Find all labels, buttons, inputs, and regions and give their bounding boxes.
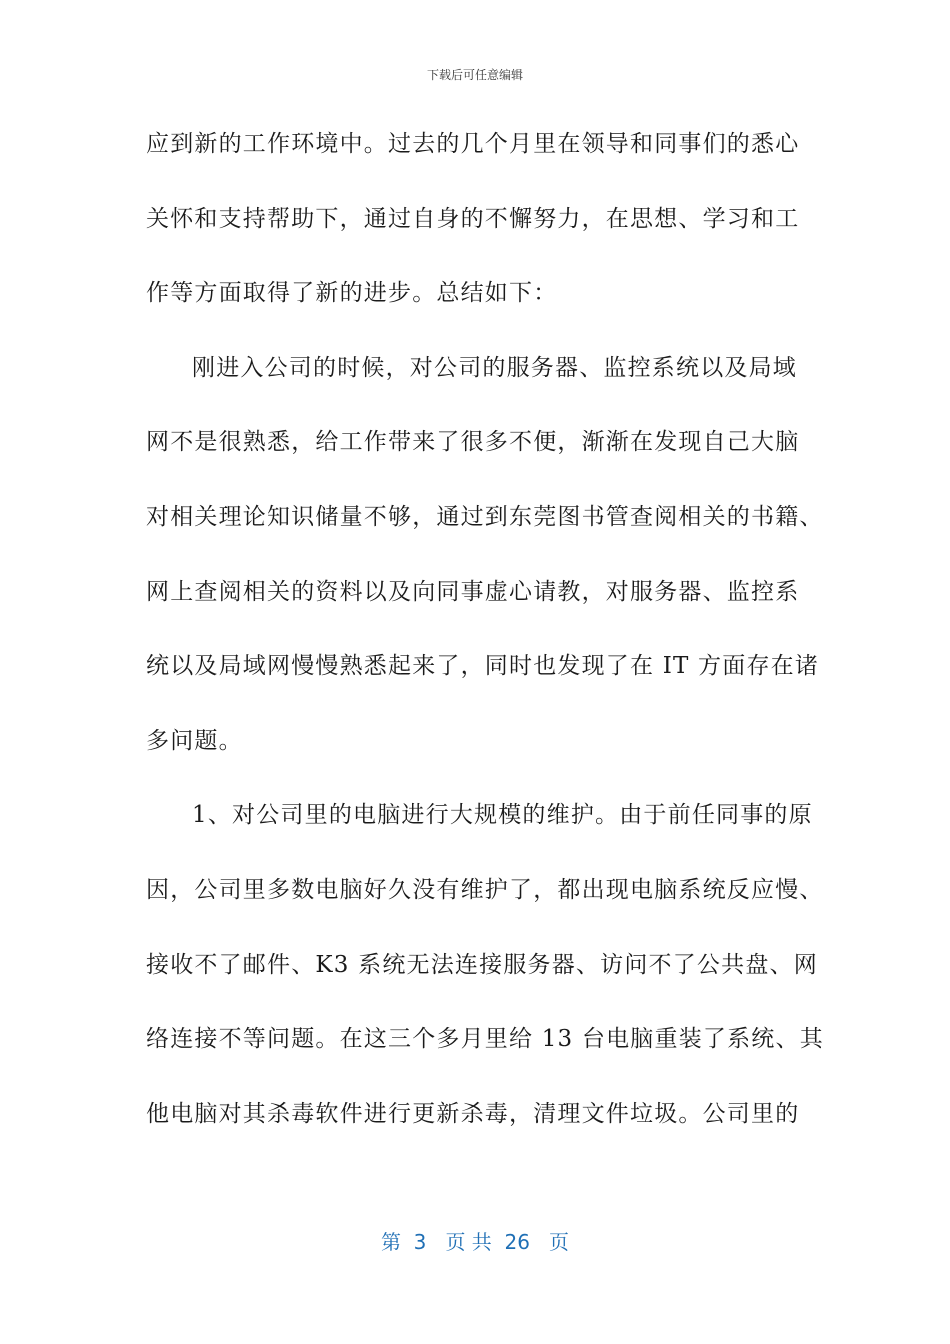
text-line: 刚进入公司的时候，对公司的服务器、监控系统以及局域 — [192, 354, 797, 381]
text-line: 1、对公司里的电脑进行大规模的维护。由于前任同事的原 — [192, 802, 813, 829]
text-line: 因，公司里多数电脑好久没有维护了，都出现电脑系统反应慢、 — [146, 876, 824, 903]
document-body — [146, 128, 824, 1172]
text-line: 他电脑对其杀毒软件进行更新杀毒，清理文件垃圾。公司里的 — [146, 1100, 800, 1127]
text-line: 网不是很熟悉，给工作带来了很多不便，渐渐在发现自己大脑 — [146, 429, 800, 456]
text-line: 网上查阅相关的资料以及向同事虚心请教，对服务器、监控系 — [146, 578, 800, 605]
text-line: 关怀和支持帮助下，通过自身的不懈努力，在思想、学习和工 — [146, 205, 800, 232]
text-line: 作等方面取得了新的进步。总结如下： — [146, 280, 558, 307]
text-line: 接收不了邮件、K3 系统无法连接服务器、访问不了公共盘、网 — [146, 951, 818, 978]
header-note: 下载后可任意编辑 — [426, 68, 523, 82]
text-line: 对相关理论知识储量不够，通过到东莞图书管查阅相关的书籍、 — [146, 503, 824, 530]
text-line: 多问题。 — [146, 727, 243, 754]
text-line: 应到新的工作环境中。过去的几个月里在领导和同事们的悉心 — [146, 131, 800, 157]
text-line: 统以及局域网慢慢熟悉起来了，同时也发现了在 IT 方面存在诸 — [146, 653, 820, 680]
page-footer: 第 3 页 共 26 页 — [380, 1230, 570, 1254]
text-line: 络连接不等问题。在这三个多月里给 13 台电脑重装了系统、其 — [146, 1026, 824, 1053]
